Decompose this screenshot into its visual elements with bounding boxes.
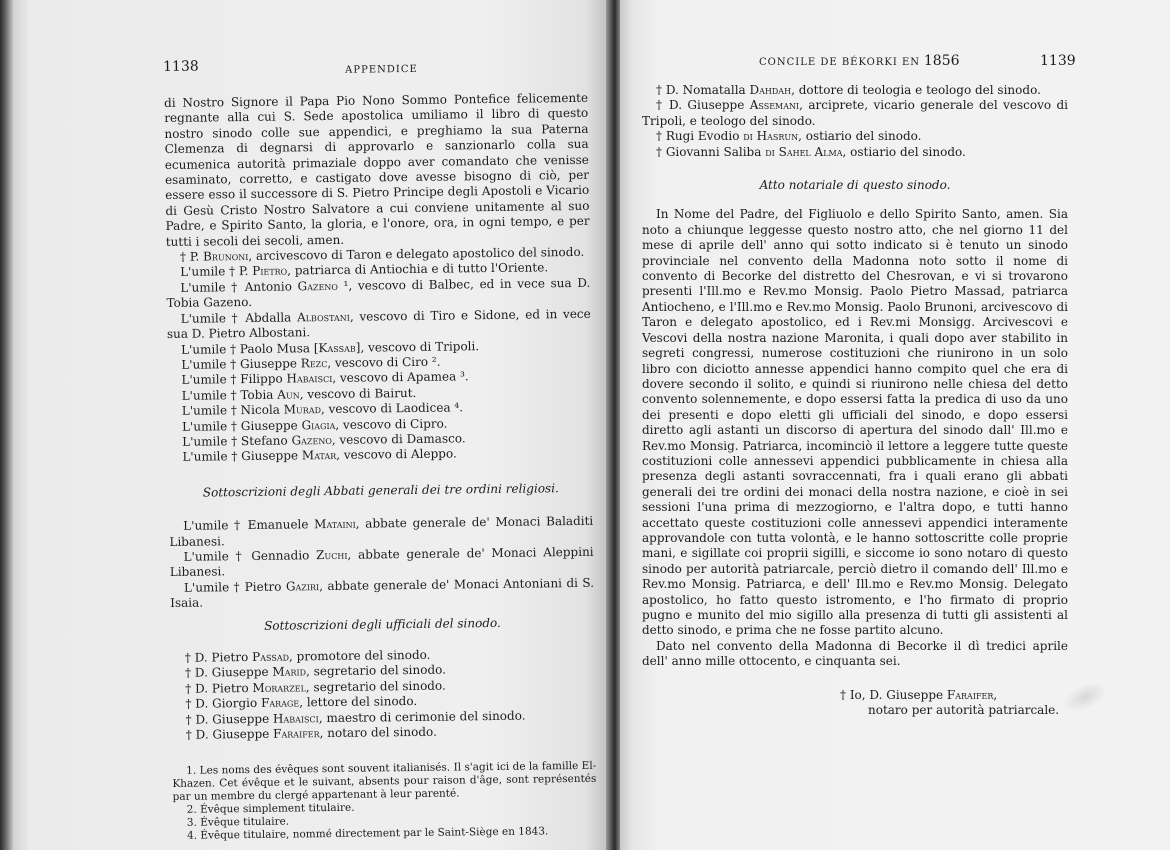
official-signature xyxy=(642,98,1068,129)
footnote: 2. Évêque simplement titulaire. xyxy=(186,802,355,817)
right-running-head: CONCILE DE BÉKORKI EN xyxy=(759,57,921,68)
bishops-list xyxy=(166,245,593,466)
entry-suffix: , patriarca di Antiochia e di tutto l'Oriente. xyxy=(287,260,549,278)
official-signature xyxy=(642,145,1068,160)
entry-suffix: , lettore del sinodo. xyxy=(299,694,418,710)
entry-prefix: † D. Giuseppe xyxy=(185,726,274,742)
entry-suffix: , abbate generale de' Monaci Antoniani di S. Isaia. xyxy=(170,575,595,611)
entry-surname: Marid xyxy=(272,664,307,680)
right-page-number: 1139 xyxy=(1040,53,1076,69)
entry-prefix: L'umile † Antonio xyxy=(180,279,298,295)
entry-prefix: † Rugi Evodio xyxy=(656,129,744,144)
entry-surname: Gazeno xyxy=(291,432,332,448)
entry-surname: Aun xyxy=(277,387,300,402)
entry-prefix: † Giovanni Saliba xyxy=(656,144,766,159)
notary-signature xyxy=(840,688,1068,719)
officials-list xyxy=(171,646,596,744)
entry-suffix: , vescovo di Damasco. xyxy=(331,431,466,447)
left-body xyxy=(164,91,597,844)
entry-suffix: , abbate generale de' Monaci Baladiti Libanesi. xyxy=(169,513,594,549)
signature-name: Faraifer xyxy=(946,687,994,702)
entry-surname: Rezc xyxy=(300,355,328,371)
right-header xyxy=(759,53,1076,70)
entry-surname: Farage xyxy=(260,695,300,711)
entry-suffix: , segretario del sinodo. xyxy=(305,663,447,679)
entry-suffix: , vescovo di Bairut. xyxy=(299,385,417,402)
entry-surname: Faraifer xyxy=(273,726,320,741)
signature-title: notaro per autorità patriarcale. xyxy=(868,703,1060,718)
entry-prefix: L'umile † P. xyxy=(180,264,253,280)
entry-surname: Brunoni xyxy=(202,249,249,264)
entry-prefix: L'umile † Abdalla xyxy=(180,310,298,326)
entry-suffix: , abbate generale de' Monaci Aleppini Libanesi. xyxy=(169,544,594,580)
entry-suffix: , promotore del sinodo. xyxy=(288,647,431,664)
entry-suffix: , ostiario del sinodo. xyxy=(798,129,922,144)
entry-surname: Habaisci xyxy=(286,371,333,386)
abbots-list xyxy=(169,514,594,612)
continued-officials-list xyxy=(642,83,1068,160)
entry-prefix: † D. Pietro xyxy=(185,680,253,696)
entry-suffix: , vescovo di Cipro. xyxy=(335,416,448,432)
officials-heading: Sottoscrizioni degli ufficiali del sinodo. xyxy=(264,615,501,633)
dated-paragraph: Dato nel convento della Madonna di Becorke il dì tredici aprile dell' anno mille ottocento, e cinquanta sei. xyxy=(642,638,1068,669)
entry-prefix: L'umile † Giuseppe xyxy=(181,356,301,372)
entry-suffix: , arciprete, vicario generale del vescovo di Tripoli, e teologo del sinodo. xyxy=(642,98,1068,128)
entry-suffix: , dottore di teologia e teologo del sinodo. xyxy=(791,83,1041,97)
entry-surname: di Hasrun xyxy=(743,129,799,144)
intro-paragraph: di Nostro Signore il Papa Pio Nono Sommo Pontefice felicemente regnante alla cui S. Sede apostolica umiliamo il libro di questo nostro sinodo colle sue appendici, e preghiamo la sua Paterna Clemenza di degnarsi di approvarlo e sanzionarlo colla sua ecumenica autorità primaziale doppo aver comandato che venisse esaminato, corretto, e castigato dove avesse bisogno di ciò, per essere esso il successore di S. Pietro Principe degli Apostoli e Vicario di Gesù Cristo Nostro Salvatore a cui conviene unitamente al suo Padre, e Spirito Santo, la gloria, e l'onore, ora, in ogni tempo, e per tutti i secoli dei secoli, amen. xyxy=(164,90,590,249)
signature-comma: , xyxy=(993,687,998,702)
left-page-number: 1138 xyxy=(162,58,199,75)
entry-surname: Assemani xyxy=(749,98,800,113)
entry-suffix: , notaro del sinodo. xyxy=(319,724,437,741)
entry-prefix: L'umile † Giuseppe xyxy=(181,417,302,434)
entry-suffix: ¹, vescovo di Balbec, ed in vece sua D. Tobia Gazeno. xyxy=(166,275,591,311)
right-body xyxy=(642,83,1068,718)
entry-surname: Habaisci xyxy=(272,710,319,726)
entry-surname: Zuchi xyxy=(316,547,348,563)
footnote: 1. Les noms des évêques sont souvent italianisés. Il s'agit ici de la famille El-Khazen. Cet évêque et le suivant, absents pour raison d'âge, sont représentés par un membre du clergé appartenant à leur parenté. xyxy=(172,760,597,804)
entry-prefix: L'umile † Filippo xyxy=(181,371,287,388)
entry-surname: Giagia xyxy=(301,417,336,432)
entry-surname: Passad xyxy=(252,649,290,664)
official-signature xyxy=(642,129,1068,144)
entry-suffix: , arcivescovo di Taron e delegato apostolico del sinodo. xyxy=(248,244,585,264)
entry-surname: Gaziri xyxy=(285,578,320,594)
official-signature xyxy=(642,83,1068,98)
entry-suffix: , maestro di cerimonie del sinodo. xyxy=(318,708,526,725)
entry-surname: Mataini xyxy=(314,516,356,532)
entry-prefix: † P. xyxy=(179,249,204,264)
entry-suffix: , segretario del sinodo. xyxy=(305,678,446,695)
entry-prefix: L'umile † Emanuele xyxy=(183,517,315,533)
entry-surname: Kassab xyxy=(318,340,356,355)
entry-prefix: † D. Giuseppe xyxy=(185,711,274,727)
act-paragraph: In Nome del Padre, del Figliuolo e dello Spirito Santo, amen. Sia noto a chiunque leggesse questo nostro atto, che nel giorno 11 del mese di aprile dell' anno qui sotto indicato si è tenuto un sinodo provinciale nel convento della Madonna noto sotto il nome di convento di Becorke del distretto del Chesrovan, e vi si trovarono presenti l'Ill.mo e Rev.mo Monsig. Paolo Pietro Massad, patriarca Antiocheno, e l'Ill.mo e Rev.mo Monsig. Paolo Brunoni, arcivescovo di Taron e delegato apostolico, ed i Rev.mi Monsigg. Arcivescovi e Vescovi della nostra nazione Maronita, i quali dopo aver stabilito in segreti congressi, numerose costituzioni che riunirono in un solo libro con diciotto annesse appendici hanno compito quel che era di dovere secondo il solito, e quindi si riunirono nelle chiesa del detto convento solennemente, e dopo essersi fatta la predica di uso da uno dei presenti e dopo eletti gli ufficiali del sinodo, e dopo essersi diretto agli astanti un discorso di apertura del sinodo dall' Ill.mo e Rev.mo Monsig. Patriarca, incominciò il lettore a leggere tutte queste costituzioni colle annessevi appendici pubblicamente in chiesa alla presenza degli astanti sovraccennati, fra i quali erano gli abbati generali dei tre ordini dei monaci della nostra nazione, e cioè in sei sessioni l'una prima di mezzogiorno, e l'altra dopo, e tutti hanno accettato queste costituzioni colle annessevi appendici interamente approvandole con tutta volontà, e le hanno sottoscritte colle proprie mani, e sigillate coi proprii sigilli, e siccome io sono notaro di questo sinodo per autorità patriarcale, perciò dietro il comando dell' Ill.mo e Rev.mo Monsig. Patriarca, e dell' Ill.mo e Rev.mo Monsig. Delegato apostolico, ho fatto questo istromento, e l'ho firmato di proprio pugno e munito del mio sigillo alla presenza di tutti gli assistenti al detto sinodo, e prima che ne fosse partito alcuno. xyxy=(642,207,1068,638)
abbot-signature xyxy=(170,576,594,612)
entry-surname: di Sahel Alma xyxy=(765,144,843,159)
entry-surname: Pietro xyxy=(252,263,288,279)
entry-prefix: L'umile † Pietro xyxy=(183,579,286,595)
entry-prefix: † D. Giuseppe xyxy=(184,665,273,681)
act-heading: Atto notariale di questo sinodo. xyxy=(759,178,951,193)
footnote: 3. Évêque titulaire. xyxy=(186,815,290,830)
entry-suffix: , vescovo di Laodicea ⁴. xyxy=(320,400,464,417)
entry-prefix: L'umile † Tobia xyxy=(181,387,278,403)
entry-prefix: L'umile † Nicola xyxy=(181,402,284,418)
left-header xyxy=(163,55,593,76)
entry-suffix: ], vescovo di Tripoli. xyxy=(355,338,480,355)
entry-prefix: † D. Nomatalla xyxy=(656,83,750,97)
entry-surname: Morarzel xyxy=(252,680,306,695)
entry-suffix: , vescovo di Tiro e Sidone, ed in vece sua D. Pietro Albostani. xyxy=(166,306,591,342)
entry-prefix: † D. Giuseppe xyxy=(656,98,750,113)
entry-surname: Gazeno xyxy=(297,278,339,294)
entry-prefix: L'umile † Giuseppe xyxy=(182,448,302,465)
right-running-year: 1856 xyxy=(923,53,960,69)
left-running-head: APPENDICE xyxy=(345,63,418,76)
footnotes xyxy=(172,760,597,843)
right-page xyxy=(620,0,1170,850)
entry-prefix: † D. Giorgio xyxy=(185,696,262,712)
entry-suffix: , vescovo di Ciro ². xyxy=(327,354,441,370)
footnote: 4. Évêque titulaire, nommé directement par le Saint-Siège en 1843. xyxy=(186,825,549,843)
entry-surname: Albostani xyxy=(296,309,350,325)
entry-prefix: L'umile † Paolo Musa [ xyxy=(181,340,319,357)
entry-prefix: L'umile † Gennadio xyxy=(183,548,317,564)
abbots-heading: Sottoscrizioni degli Abbati generali dei tre ordini religiosi. xyxy=(202,480,559,500)
entry-suffix: , vescovo di Apamea ³. xyxy=(332,369,469,386)
entry-suffix: , ostiario del sinodo. xyxy=(842,144,966,159)
entry-surname: Murad xyxy=(283,402,322,417)
entry-suffix: , vescovo di Aleppo. xyxy=(336,446,457,463)
entry-prefix: L'umile † Stefano xyxy=(182,433,292,449)
entry-surname: Dahdah xyxy=(749,83,792,97)
entry-surname: Matar xyxy=(301,448,337,463)
signature-prefix: † Io, D. Giuseppe xyxy=(840,687,947,702)
entry-prefix: † D. Pietro xyxy=(184,649,253,665)
